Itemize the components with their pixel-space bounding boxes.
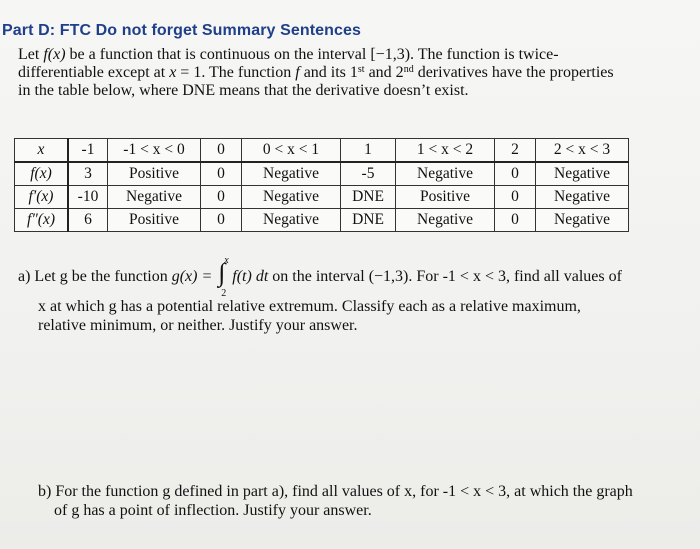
table-cell: 0 <box>201 162 242 186</box>
integral-symbol <box>216 255 232 299</box>
header-cell: 1 <box>341 139 396 163</box>
row-label: f(x) <box>15 162 69 186</box>
intro-line-3: in the table below, where DNE means that the derivative doesn’t exist. <box>18 82 469 99</box>
question-a-line-2: x at which g has a potential relative extremum. Classify each as a relative maximum, <box>38 298 581 315</box>
header-cell: 1 < x < 2 <box>396 139 495 163</box>
intro-text: be a function that is continuous on the interval [−1,3). The function is twice- <box>65 46 559 63</box>
table-cell: DNE <box>341 209 396 232</box>
table-cell: Negative <box>108 186 201 209</box>
table-cell: 0 <box>201 186 242 209</box>
table-cell: Positive <box>396 186 495 209</box>
question-a-line-1 <box>18 255 678 299</box>
intro-math-x: x <box>169 64 177 81</box>
math-integrand: f(t) dt <box>232 268 269 285</box>
question-b-line-2: of g has a point of inflection. Justify your answer. <box>54 502 372 519</box>
header-cell: 0 <box>201 139 242 163</box>
table-cell: 0 <box>201 209 242 232</box>
question-text: a) Let g be the function <box>18 268 172 285</box>
superscript: st <box>357 64 365 75</box>
intro-text: and its 1 <box>299 64 358 81</box>
table-cell: Negative <box>242 186 341 209</box>
section-heading: Part D: FTC Do not forget Summary Sentences <box>2 22 362 39</box>
table-cell: Positive <box>108 209 201 232</box>
intro-text: Let <box>18 46 44 63</box>
table-cell: Negative <box>242 209 341 232</box>
intro-text: derivatives have the properties <box>413 64 614 81</box>
table-cell: Negative <box>536 186 629 209</box>
intro-line-1 <box>18 46 678 64</box>
intro-text: = 1. The function <box>176 64 296 81</box>
table-cell: -10 <box>68 186 108 209</box>
table-cell: Negative <box>242 162 341 186</box>
question-b-line-1: b) For the function g defined in part a), find all values of x, for -1 < x < 3, at which the graph <box>38 483 633 500</box>
table-cell: Negative <box>396 162 495 186</box>
question-a-line-3: relative minimum, or neither. Justify your answer. <box>38 317 358 334</box>
header-cell: 2 <box>495 139 536 163</box>
table-row <box>15 209 629 232</box>
table-cell: 0 <box>495 162 536 186</box>
intro-math-fx: f(x) <box>43 46 66 63</box>
header-cell: 2 < x < 3 <box>536 139 629 163</box>
header-cell: -1 <box>68 139 108 163</box>
table-cell: 6 <box>68 209 108 232</box>
integral-sign-icon: ∫ <box>218 258 226 287</box>
integral-upper-limit: x <box>224 255 229 266</box>
table-row <box>15 186 629 209</box>
intro-text: differentiable except at <box>18 64 170 81</box>
table-header-row <box>15 139 629 163</box>
table-cell: -5 <box>341 162 396 186</box>
table-cell: 3 <box>68 162 108 186</box>
row-label: f′(x) <box>15 186 69 209</box>
table-cell: DNE <box>341 186 396 209</box>
header-cell: x <box>15 139 69 163</box>
header-cell: 0 < x < 1 <box>242 139 341 163</box>
table-cell: Negative <box>536 162 629 186</box>
table-cell: 0 <box>495 186 536 209</box>
table-cell: Negative <box>396 209 495 232</box>
row-label: f″(x) <box>15 209 69 232</box>
question-b <box>38 482 678 520</box>
intro-math-f: f <box>295 64 300 81</box>
intro-line-2 <box>18 64 678 82</box>
properties-table <box>14 138 629 232</box>
problem-intro <box>18 46 678 100</box>
intro-text: and 2 <box>364 64 404 81</box>
question-text: on the interval (−1,3). For -1 < x < 3, find all values of <box>268 268 622 285</box>
math-gx: g(x) = <box>171 268 217 285</box>
table-cell: Positive <box>108 162 201 186</box>
superscript: nd <box>403 64 414 75</box>
integral-lower-limit: 2 <box>221 288 227 299</box>
table-cell: 0 <box>495 209 536 232</box>
header-cell: -1 < x < 0 <box>108 139 201 163</box>
table-row <box>15 162 629 186</box>
table-cell: Negative <box>536 209 629 232</box>
question-a <box>18 255 678 335</box>
